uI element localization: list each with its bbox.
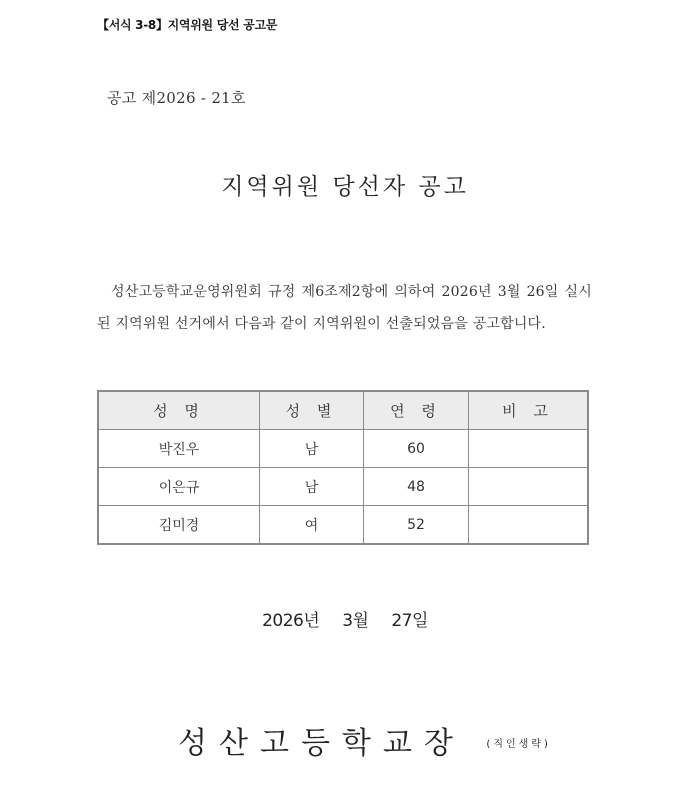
form-label: 【서식 3-8】지역위원 당선 공고문 <box>97 18 278 32</box>
seal-note: (직인생략) <box>486 739 551 750</box>
header-name: 성 명 <box>98 391 260 430</box>
cell-name: 박진우 <box>98 430 260 468</box>
cell-age: 52 <box>364 506 469 545</box>
announcement-body: 성산고등학교운영위원회 규정 제6조제2항에 의하여 2026년 3월 26일 실시된 지역위원 선거에서 다음과 같이 지역위원이 선출되었음을 공고합니다. <box>97 284 592 332</box>
cell-remarks <box>469 468 589 506</box>
cell-gender: 남 <box>260 430 364 468</box>
cell-name: 이은규 <box>98 468 260 506</box>
notice-number: 공고 제2026 - 21호 <box>107 89 246 107</box>
signature-block <box>178 718 551 762</box>
cell-remarks <box>469 430 589 468</box>
announcement-date <box>0 606 690 631</box>
table-row <box>98 430 588 468</box>
cell-remarks <box>469 506 589 545</box>
date-year: 2026년 <box>262 611 320 631</box>
cell-age: 48 <box>364 468 469 506</box>
elected-members-table <box>97 390 589 545</box>
date-month: 3월 <box>342 611 369 631</box>
table-row <box>98 506 588 545</box>
date-day: 27일 <box>391 611 428 631</box>
table-row <box>98 468 588 506</box>
cell-gender: 남 <box>260 468 364 506</box>
table-header-row <box>98 391 588 430</box>
cell-gender: 여 <box>260 506 364 545</box>
header-age: 연 령 <box>364 391 469 430</box>
page-title: 지역위원 당선자 공고 <box>221 174 469 200</box>
cell-name: 김미경 <box>98 506 260 545</box>
header-gender: 성 별 <box>260 391 364 430</box>
cell-age: 60 <box>364 430 469 468</box>
signature-name: 성산고등학교장 <box>178 726 465 761</box>
header-remarks: 비 고 <box>469 391 589 430</box>
